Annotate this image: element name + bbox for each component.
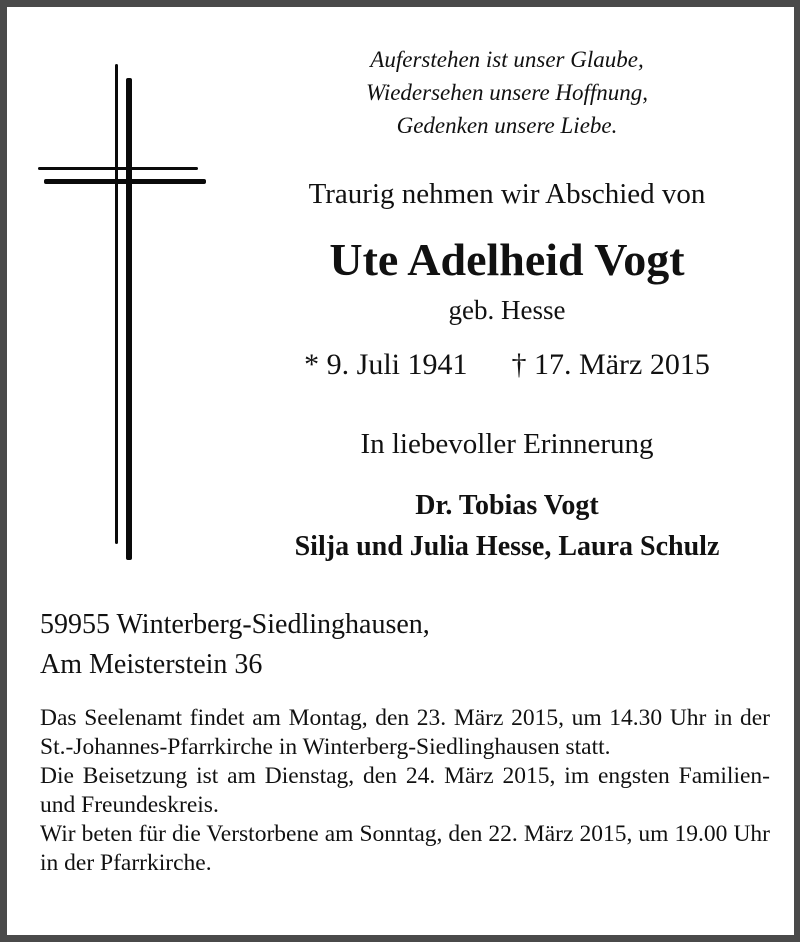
notice-requiem: Das Seelenamt findet am Montag, den 23. März 2015, um 14.30 Uhr in der St.-Johannes-Pfarrkirche in Winterberg-Siedlinghausen statt. [40,705,770,760]
quote-line: Gedenken unsere Liebe. [396,113,618,138]
mourner-line: Silja und Julia Hesse, Laura Schulz [294,531,720,562]
service-notices [40,704,770,878]
death-date: † 17. März 2015 [511,348,710,381]
address [40,605,430,685]
notice-prayer: Wir beten für die Verstorbene am Sonntag, den 22. März 2015, um 19.00 Uhr in der Pfarrkirche. [40,821,770,876]
notice-burial: Die Beisetzung ist am Dienstag, den 24. März 2015, im engsten Familien- und Freundeskreis. [40,763,770,818]
deceased-name: Ute Adelheid Vogt [329,234,685,285]
birth-date: * 9. Juli 1941 [304,348,468,381]
memory-line: In liebevoller Erinnerung [360,428,654,460]
address-line: 59955 Winterberg-Siedlinghausen, [40,609,430,640]
quote-line: Wiedersehen unsere Hoffnung, [365,80,649,105]
address-line: Am Meisterstein 36 [40,649,263,680]
mourner-line: Dr. Tobias Vogt [415,490,599,521]
maiden-name: geb. Hesse [448,295,566,325]
life-dates [227,348,787,382]
intro-text: Traurig nehmen wir Abschied von [308,178,706,210]
quote [307,43,707,142]
quote-line: Auferstehen ist unser Glaube, [370,47,644,72]
mourners [227,485,787,567]
